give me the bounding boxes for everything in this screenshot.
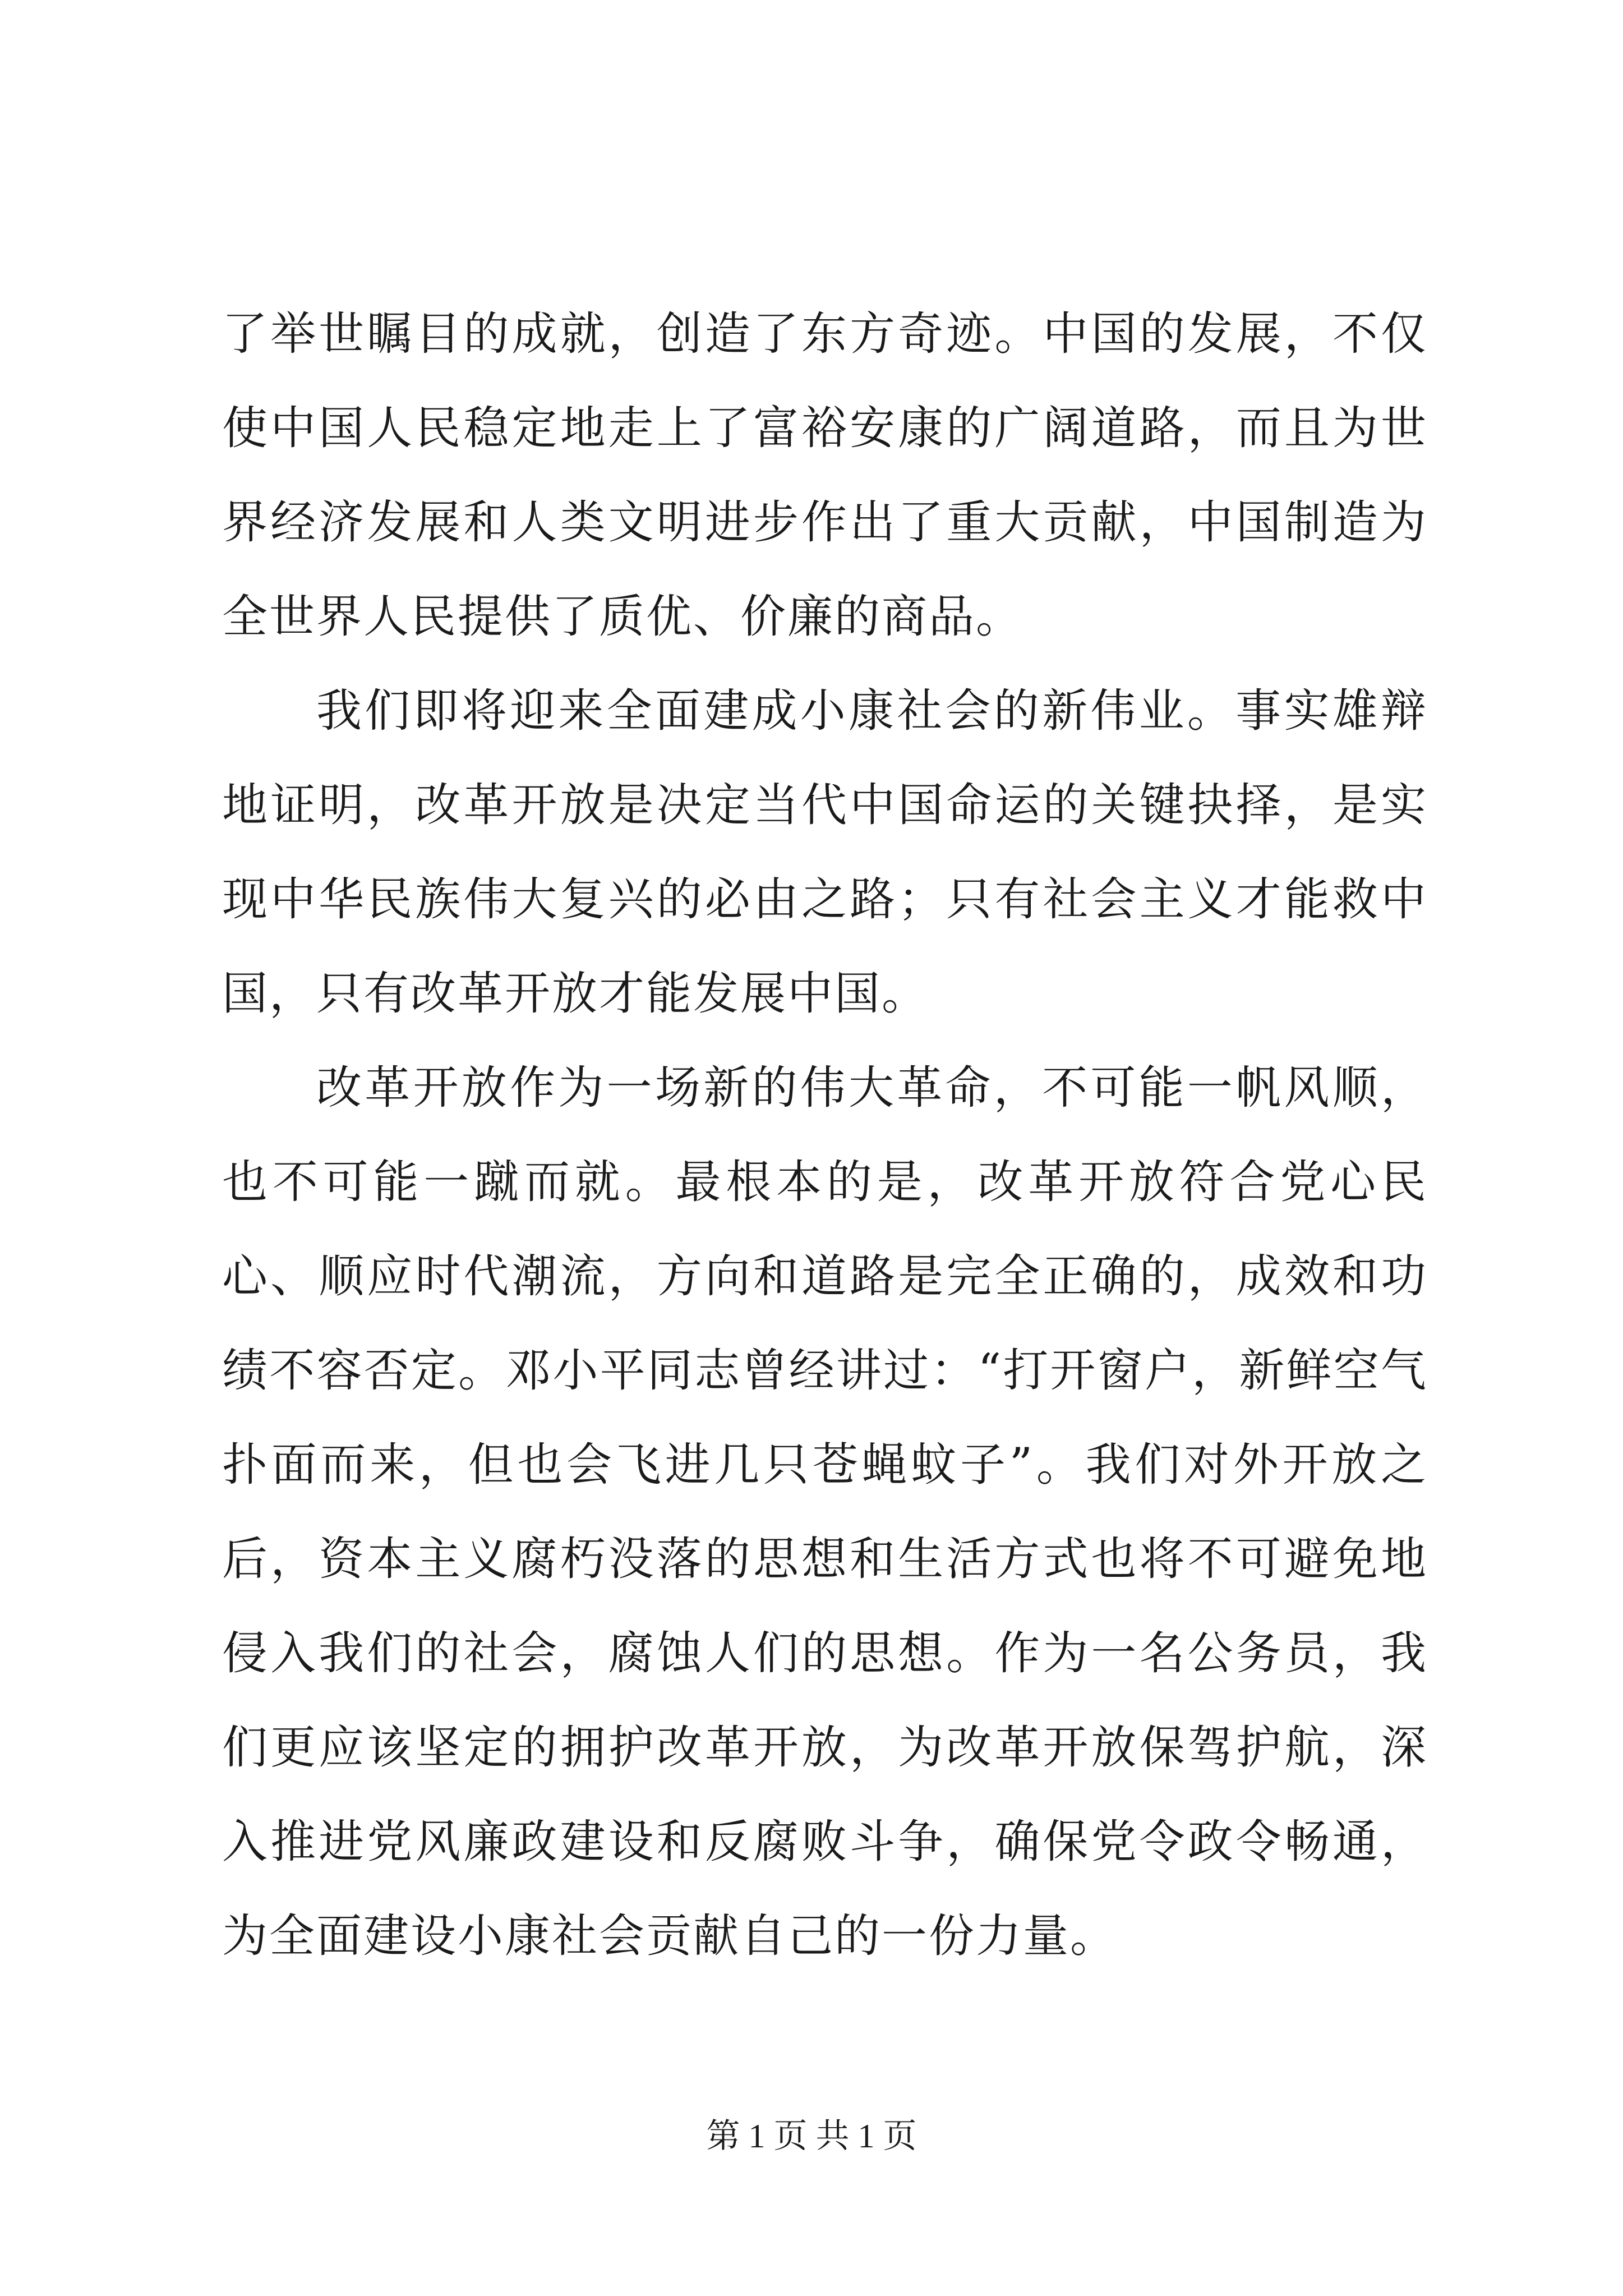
paragraph-2: 我们即将迎来全面建成小康社会的新伟业。事实雄辩地证明，改革开放是决定当代中国命运的关键抉择，是实现中华民族伟大复兴的必由之路；只有社会主义才能救中国，只有改革开放才能发展中国。 (222, 685, 1428, 1020)
paragraph-3: 改革开放作为一场新的伟大革命，不可能一帆风顺，也不可能一蹴而就。最根本的是，改革开放符合党心民心、顺应时代潮流，方向和道路是完全正确的，成效和功绩不容否定。邓小平同志曾经讲过：“打开窗户，新鲜空气扑面而来，但也会飞进几只苍蝇蚊子”。我们对外开放之后，资本主义腐朽没落的思想和生活方式也将不可避免地侵入我们的社会，腐蚀人们的思想。作为一名公务员，我们更应该坚定的拥护改革开放，为改革开放保驾护航，深入推进党风廉政建设和反腐败斗争，确保党令政令畅通，为全面建设小康社会贡献自己的一份力量。 (222, 1062, 1428, 1963)
page-footer: 第 1 页 共 1 页 (706, 2118, 917, 2155)
paragraph-continued: 了举世瞩目的成就，创造了东方奇迹。中国的发展，不仅使中国人民稳定地走上了富裕安康的广阔道路，而且为世界经济发展和人类文明进步作出了重大贡献，中国制造为全世界人民提供了质优、价廉的商品。 (222, 308, 1428, 643)
document-body (222, 287, 1428, 1984)
